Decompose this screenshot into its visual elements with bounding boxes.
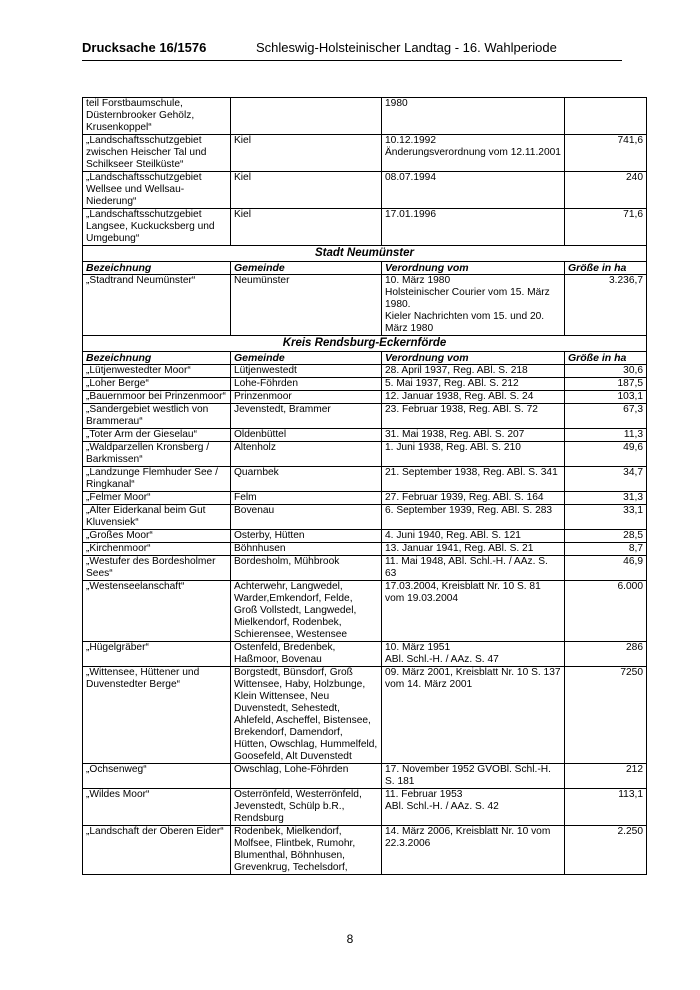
column-header-verordnung: Verordnung vom [382, 352, 565, 365]
section-title: Kreis Rendsburg-Eckernförde [83, 336, 647, 352]
table-cell: „Kirchenmoor“ [83, 543, 231, 556]
table-cell: 17.01.1996 [382, 209, 565, 246]
parliament-title: Schleswig-Holsteinischer Landtag - 16. Wahlperiode [256, 40, 557, 55]
table-row [83, 492, 647, 505]
table-row [83, 467, 647, 492]
table-cell: „Landzunge Flemhuder See / Ringkanal“ [83, 467, 231, 492]
table-cell: 33,1 [565, 505, 647, 530]
column-header-verordnung: Verordnung vom [382, 262, 565, 275]
table-cell: 10. März 1951 ABl. Schl.-H. / AAz. S. 47 [382, 642, 565, 667]
table-cell: 49,6 [565, 442, 647, 467]
table-cell: Kiel [231, 209, 382, 246]
table-cell: 17.03.2004, Kreisblatt Nr. 10 S. 81 vom 19.03.2004 [382, 581, 565, 642]
table-cell: „Ochsenweg“ [83, 764, 231, 789]
table-cell: 10.12.1992 Änderungsverordnung vom 12.11.2001 [382, 135, 565, 172]
table-row [83, 530, 647, 543]
table-cell: 6. September 1939, Reg. ABl. S. 283 [382, 505, 565, 530]
table-cell: 31,3 [565, 492, 647, 505]
table-cell: „Westufer des Bordesholmer Sees“ [83, 556, 231, 581]
table-row [83, 209, 647, 246]
table-row [83, 378, 647, 391]
table-cell: „Sandergebiet westlich von Brammerau“ [83, 404, 231, 429]
table-cell: 240 [565, 172, 647, 209]
table-cell: 21. September 1938, Reg. ABl. S. 341 [382, 467, 565, 492]
table-cell: „Landschaftsschutzgebiet Wellsee und Wellsau-Niederung“ [83, 172, 231, 209]
table-cell: Bovenau [231, 505, 382, 530]
table-cell: 7250 [565, 667, 647, 764]
table-row [83, 98, 647, 135]
table-cell: 187,5 [565, 378, 647, 391]
table-cell: 741,6 [565, 135, 647, 172]
table-row [83, 172, 647, 209]
table-cell: 09. März 2001, Kreisblatt Nr. 10 S. 137 vom 14. März 2001 [382, 667, 565, 764]
table-cell: 8,7 [565, 543, 647, 556]
table-cell: „Großes Moor“ [83, 530, 231, 543]
section-heading-row [83, 246, 647, 262]
column-header-gemeinde: Gemeinde [231, 352, 382, 365]
table-cell: „Landschaft der Oberen Eider“ [83, 826, 231, 875]
table-row [83, 404, 647, 429]
table-cell: „Westenseelanschaft“ [83, 581, 231, 642]
table-cell: 1. Juni 1938, Reg. ABl. S. 210 [382, 442, 565, 467]
table-cell: 212 [565, 764, 647, 789]
table-cell: Lütjenwestedt [231, 365, 382, 378]
table-row [83, 642, 647, 667]
table-cell: 31. Mai 1938, Reg. ABl. S. 207 [382, 429, 565, 442]
table-cell: „Alter Eiderkanal beim Gut Kluvensiek“ [83, 505, 231, 530]
table-row [83, 429, 647, 442]
document-number: Drucksache 16/1576 [82, 40, 207, 55]
table-cell: Oldenbüttel [231, 429, 382, 442]
table-cell: Ostenfeld, Bredenbek, Haßmoor, Bovenau [231, 642, 382, 667]
table-row [83, 442, 647, 467]
table-cell: 28,5 [565, 530, 647, 543]
column-header-bezeichnung: Bezeichnung [83, 352, 231, 365]
column-header-gemeinde: Gemeinde [231, 262, 382, 275]
table-cell: „Loher Berge“ [83, 378, 231, 391]
table-cell: Lohe-Föhrden [231, 378, 382, 391]
table-cell: 11,3 [565, 429, 647, 442]
table-cell: 17. November 1952 GVOBl. Schl.-H. S. 181 [382, 764, 565, 789]
table-cell: 286 [565, 642, 647, 667]
table-cell: Rodenbek, Mielkendorf, Molfsee, Flintbek, Rumohr, Blumenthal, Böhnhusen, Grevenkrug, Techelsdorf, [231, 826, 382, 875]
section-heading-row [83, 336, 647, 352]
section-title: Stadt Neumünster [83, 246, 647, 262]
table-cell: „Wittensee, Hüttener und Duvenstedter Berge“ [83, 667, 231, 764]
table-row [83, 764, 647, 789]
table-row [83, 667, 647, 764]
table-cell: 2.250 [565, 826, 647, 875]
table-cell: „Bauernmoor bei Prinzenmoor“ [83, 391, 231, 404]
table-cell [231, 98, 382, 135]
table-cell: „Lütjenwestedter Moor“ [83, 365, 231, 378]
table-row [83, 275, 647, 336]
table-cell: 10. März 1980 Holsteinischer Courier vom 15. März 1980. Kieler Nachrichten vom 15. und 20. März 1980 [382, 275, 565, 336]
table-cell: Osterby, Hütten [231, 530, 382, 543]
table-cell: 34,7 [565, 467, 647, 492]
table-cell: „Wildes Moor“ [83, 789, 231, 826]
table-cell: 71,6 [565, 209, 647, 246]
table-cell: 11. Mai 1948, ABl. Schl.-H. / AAz. S. 63 [382, 556, 565, 581]
column-header-row [83, 262, 647, 275]
table-cell: Neumünster [231, 275, 382, 336]
table-cell: Kiel [231, 172, 382, 209]
table-cell: 6.000 [565, 581, 647, 642]
table-cell: 12. Januar 1938, Reg. ABl. S. 24 [382, 391, 565, 404]
table-cell: „Landschaftsschutzgebiet zwischen Heischer Tal und Schilkseer Steilküste“ [83, 135, 231, 172]
column-header-groesse: Größe in ha [565, 352, 647, 365]
table-cell: 13. Januar 1941, Reg. ABl. S. 21 [382, 543, 565, 556]
table-row [83, 789, 647, 826]
table-cell: Bordesholm, Mühbrook [231, 556, 382, 581]
table-cell: 46,9 [565, 556, 647, 581]
table-cell: 08.07.1994 [382, 172, 565, 209]
table-cell: 30,6 [565, 365, 647, 378]
table-cell: Kiel [231, 135, 382, 172]
table-cell: „Toter Arm der Gieselau“ [83, 429, 231, 442]
page-header [82, 38, 622, 61]
table-row [83, 391, 647, 404]
table-cell: 27. Februar 1939, Reg. ABl. S. 164 [382, 492, 565, 505]
table-row [83, 543, 647, 556]
table-cell: „Stadtrand Neumünster“ [83, 275, 231, 336]
column-header-row [83, 352, 647, 365]
protected-areas-table [82, 97, 647, 875]
table-cell: Altenholz [231, 442, 382, 467]
table-cell: Osterrönfeld, Westerrönfeld, Jevenstedt, Schülp b.R., Rendsburg [231, 789, 382, 826]
table-row [83, 826, 647, 875]
table-row [83, 135, 647, 172]
column-header-bezeichnung: Bezeichnung [83, 262, 231, 275]
table-cell: 14. März 2006, Kreisblatt Nr. 10 vom 22.3.2006 [382, 826, 565, 875]
table-row [83, 581, 647, 642]
table-cell: „Landschaftsschutzgebiet Langsee, Kuckucksberg und Umgebung“ [83, 209, 231, 246]
table-cell: Owschlag, Lohe-Föhrden [231, 764, 382, 789]
table-cell: Quarnbek [231, 467, 382, 492]
page-number: 8 [346, 932, 354, 946]
table-cell: 103,1 [565, 391, 647, 404]
column-header-groesse: Größe in ha [565, 262, 647, 275]
table-cell: Böhnhusen [231, 543, 382, 556]
table-row [83, 556, 647, 581]
table-cell: Prinzenmoor [231, 391, 382, 404]
table-cell: teil Forstbaumschule, Düsternbrooker Gehölz, Krusenkoppel“ [83, 98, 231, 135]
table-cell [565, 98, 647, 135]
table-cell: Borgstedt, Bünsdorf, Groß Wittensee, Haby, Holzbunge, Klein Wittensee, Neu Duvenstedt, Sehestedt, Ahlefeld, Ascheffel, Bistensee, Brekendorf, Damendorf, Hütten, Owschlag, Hummelfeld, Goosefeld, Alt Duvenstedt [231, 667, 382, 764]
table-cell: 3.236,7 [565, 275, 647, 336]
table-row [83, 365, 647, 378]
table-cell: 23. Februar 1938, Reg. ABl. S. 72 [382, 404, 565, 429]
table-cell: Achterwehr, Langwedel, Warder,Emkendorf, Felde, Groß Vollstedt, Langwedel, Mielkendorf, Rodenbek, Schierensee, Westensee [231, 581, 382, 642]
table-cell: 28. April 1937, Reg. ABl. S. 218 [382, 365, 565, 378]
table-cell: 11. Februar 1953 ABl. Schl.-H. / AAz. S. 42 [382, 789, 565, 826]
table-cell: 113,1 [565, 789, 647, 826]
table-cell: „Felmer Moor“ [83, 492, 231, 505]
table-cell: 4. Juni 1940, Reg. ABl. S. 121 [382, 530, 565, 543]
table-row [83, 505, 647, 530]
table-cell: 5. Mai 1937, Reg. ABl. S. 212 [382, 378, 565, 391]
table-cell: „Hügelgräber“ [83, 642, 231, 667]
table-cell: Jevenstedt, Brammer [231, 404, 382, 429]
table-cell: Felm [231, 492, 382, 505]
table-cell: „Waldparzellen Kronsberg / Barkmissen“ [83, 442, 231, 467]
table-cell: 67,3 [565, 404, 647, 429]
table-cell: 1980 [382, 98, 565, 135]
